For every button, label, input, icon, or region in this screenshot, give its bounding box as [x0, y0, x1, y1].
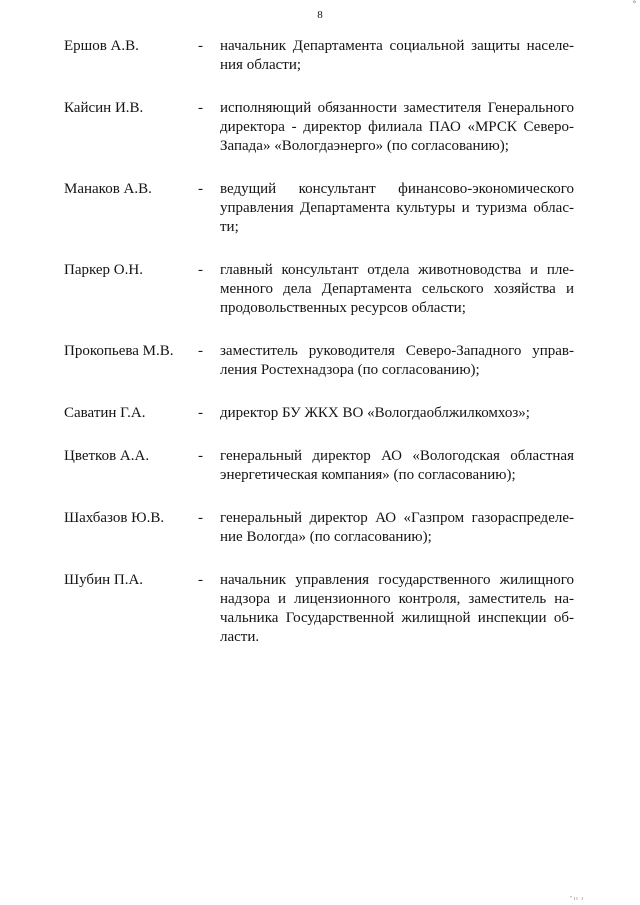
member-name: Саватин Г.А. — [64, 405, 146, 421]
list-item — [64, 342, 574, 380]
list-item — [64, 404, 574, 423]
member-dash: - — [198, 100, 203, 116]
member-role: ведущий консультант финансово-экономического управления Департамента культуры и туризма области; — [220, 181, 574, 235]
member-name: Прокопьева М.В. — [64, 343, 174, 359]
list-item — [64, 99, 574, 156]
member-dash: - — [198, 405, 203, 421]
member-role: генеральный директор АО «Вологодская областная энергетическая компания» (по согласованию); — [220, 448, 574, 483]
page-number: 8 — [317, 9, 323, 21]
member-name: Паркер О.Н. — [64, 262, 143, 278]
member-dash: - — [198, 448, 203, 464]
member-name: Кайсин И.В. — [64, 100, 144, 116]
member-name: Манаков А.В. — [64, 181, 152, 197]
member-list — [64, 37, 574, 671]
member-dash: - — [198, 510, 203, 526]
member-role: начальник Департамента социальной защиты населения области; — [220, 38, 574, 73]
list-item — [64, 571, 574, 647]
list-item — [64, 37, 574, 75]
member-role: главный консультант отдела животноводства и племенного дела Департамента сельского хозяйства и продовольственных ресурсов области; — [220, 262, 574, 316]
member-role: директор БУ ЖКХ ВО «Вологдаоблжилкомхоз»; — [220, 405, 530, 421]
list-item — [64, 509, 574, 547]
corner-mark: ° — [632, 0, 636, 8]
member-name: Шахбазов Ю.В. — [64, 510, 165, 526]
member-role: начальник управления государственного жилищного надзора и лицензионного контроля, заместитель начальника Государственной жилищной инспекции области. — [220, 572, 574, 645]
member-role: исполняющий обязанности заместителя Генерального директора - директор филиала ПАО «МРСК Северо-Запада» «Вологдаэнерго» (по согласованию); — [220, 100, 574, 154]
member-dash: - — [198, 38, 203, 54]
list-item — [64, 180, 574, 237]
member-name: Цветков А.А. — [64, 448, 150, 464]
list-item — [64, 447, 574, 485]
member-role: заместитель руководителя Северо-Западного управления Ростехнадзора (по согласованию); — [220, 343, 574, 378]
member-role: генеральный директор АО «Газпром газораспределение Вологда» (по согласованию); — [220, 510, 574, 545]
member-dash: - — [198, 181, 203, 197]
footer-mark: "ɪɪ ı — [570, 896, 584, 902]
member-name: Ершов А.В. — [64, 38, 139, 54]
member-name: Шубин П.А. — [64, 572, 144, 588]
list-item — [64, 261, 574, 318]
member-dash: - — [198, 572, 203, 588]
member-dash: - — [198, 262, 203, 278]
member-dash: - — [198, 343, 203, 359]
